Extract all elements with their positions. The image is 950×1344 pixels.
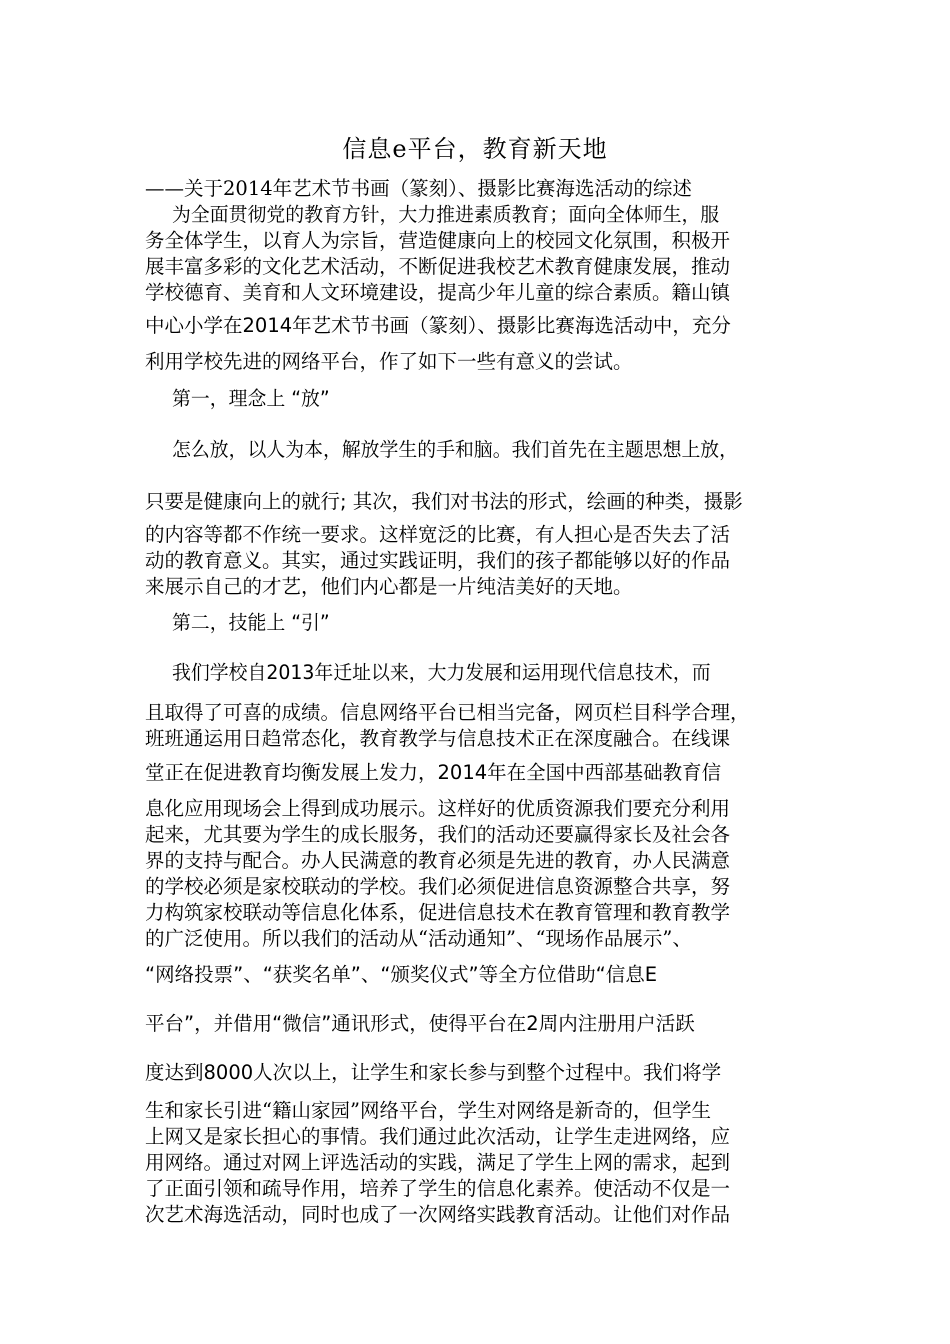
paragraph-line: 怎么放，以人为本，解放学生的手和脑。我们首先在主题思想上放， [172,438,739,461]
paragraph-line: 中心小学在2014年艺术节书画（篆刻）、摄影比赛海选活动中，充分 [145,314,731,337]
paragraph-line: 度达到8000人次以上，让学生和家长参与到整个过程中。我们将学 [145,1061,722,1084]
paragraph-line: 用网络。通过对网上评选活动的实践，满足了学生上网的需求，起到 [145,1151,731,1174]
paragraph-line: 务全体学生，以育人为宗旨，营造健康向上的校园文化氛围，积极开 [145,229,731,252]
paragraph-line: 且取得了可喜的成绩。信息网络平台已相当完备，网页栏目科学合理， [145,701,750,724]
paragraph-line: 的广泛使用。所以我们的活动从“活动通知”、“现场作品展示”、 [145,927,692,950]
paragraph-line: 上网又是家长担心的事情。我们通过此次活动，让学生走进网络，应 [145,1125,731,1148]
section-heading: 第一，理念上 “放” [172,387,330,410]
paragraph-line: 息化应用现场会上得到成功展示。这样好的优质资源我们要充分利用 [145,797,731,820]
paragraph-line: 学校德育、美育和人文环境建设，提高少年儿童的综合素质。籍山镇 [145,281,731,304]
paragraph-line: 只要是健康向上的就行; 其次，我们对书法的形式，绘画的种类，摄影 [145,490,743,513]
paragraph-line: 界的支持与配合。办人民满意的教育必须是先进的教育，办人民满意 [145,849,731,872]
paragraph-line: 班班通运用日趋常态化，教育教学与信息技术正在深度融合。在线课 [145,727,731,750]
paragraph-line: 动的教育意义。其实，通过实践证明，我们的孩子都能够以好的作品 [145,549,731,572]
document-title: 信息e平台，教育新天地 [342,135,608,163]
paragraph-line: “网络投票”、“获奖名单”、“颁奖仪式”等全方位借助“信息E [145,963,658,986]
paragraph-line: 的学校必须是家校联动的学校。我们必须促进信息资源整合共享，努 [145,875,731,898]
paragraph-line: 平台”，并借用“微信”通讯形式，使得平台在2周内注册用户活跃 [145,1012,695,1035]
section-heading: 第二，技能上 “引” [172,611,330,634]
paragraph-line: 展丰富多彩的文化艺术活动，不断促进我校艺术教育健康发展，推动 [145,255,731,278]
paragraph-line: 利用学校先进的网络平台，作了如下一些有意义的尝试。 [145,350,633,373]
paragraph-line: 为全面贯彻党的教育方针，大力推进素质教育；面向全体师生，服 [172,203,720,226]
paragraph-line: 的内容等都不作统一要求。这样宽泛的比赛，有人担心是否失去了活 [145,523,731,546]
paragraph-line: 次艺术海选活动，同时也成了一次网络实践教育活动。让他们对作品 [145,1203,731,1226]
paragraph-line: 力构筑家校联动等信息化体系，促进信息技术在教育管理和教育教学 [145,901,731,924]
paragraph-line: 来展示自己的才艺，他们内心都是一片纯洁美好的天地。 [145,575,633,598]
paragraph-line: 我们学校自2013年迁址以来，大力发展和运用现代信息技术，而 [172,661,711,684]
paragraph-line: 堂正在促进教育均衡发展上发力，2014年在全国中西部基础教育信 [145,761,722,784]
subtitle: ——关于2014年艺术节书画（篆刻）、摄影比赛海选活动的综述 [145,177,692,200]
paragraph-line: 起来，尤其要为学生的成长服务，我们的活动还要赢得家长及社会各 [145,823,731,846]
paragraph-line: 了正面引领和疏导作用，培养了学生的信息化素养。使活动不仅是一 [145,1177,731,1200]
paragraph-line: 生和家长引进“籍山家园”网络平台，学生对网络是新奇的，但学生 [145,1099,711,1122]
